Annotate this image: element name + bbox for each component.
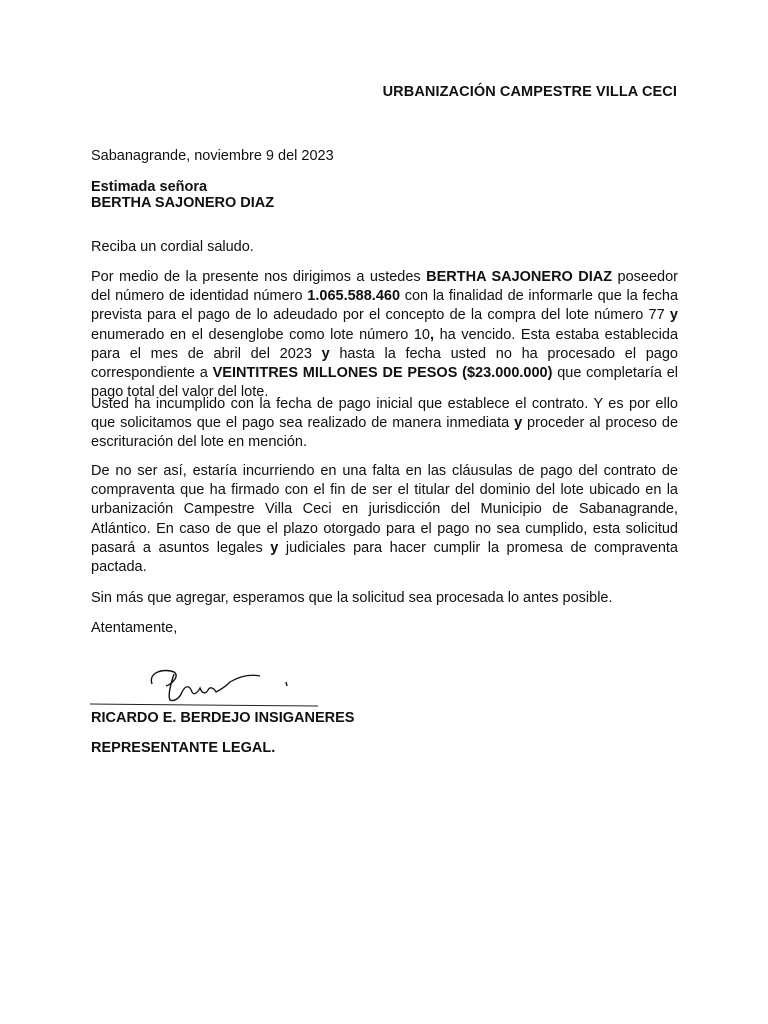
p1-text: Por medio de la presente nos dirigimos a ustedes	[91, 269, 427, 285]
p2-text: proceder al proceso de escrituración del lote en mención.	[91, 415, 679, 451]
recipient-name: BERTHA SAJONERO DIAZ	[91, 195, 275, 211]
greeting: Reciba un cordial saludo.	[91, 239, 254, 255]
salutation: Estimada señora	[91, 179, 208, 195]
p1-bold-y: y	[669, 307, 678, 324]
signer-name: RICARDO E. BERDEJO INSIGANERES	[91, 710, 355, 726]
p1-text: enumerado en el desenglobe como lote número 10	[91, 326, 430, 343]
p1-text: hasta la fecha usted no ha procesado el pago correspondiente a	[91, 345, 678, 382]
paragraph-2	[91, 395, 678, 453]
p1-amount: VEINTITRES MILLONES DE PESOS ($23.000.000)	[212, 365, 553, 382]
paragraph-1	[91, 268, 678, 402]
p1-text: ha vencido. Esta estaba establecida para el mes de abril del 2023	[91, 326, 679, 362]
handwritten-signature	[90, 662, 330, 714]
p2-text: Usted ha incumplido con la fecha de pago inicial que establece el contrato. Y es por ello que solicitamos que el pago sea realizado de manera inmediata	[91, 396, 678, 432]
p2-bold-y: y	[514, 415, 523, 432]
signer-title: REPRESENTANTE LEGAL.	[91, 740, 276, 756]
p1-bold-y: y	[321, 345, 330, 362]
p3-bold-y: y	[270, 539, 279, 556]
p1-text: que completaría el pago total del valor del lote.	[91, 365, 679, 401]
p3-text: De no ser así, estaría incurriendo en una falta en las cláusulas de pago del contrato de compraventa que ha firmado con el fin de ser el titular del dominio del lote ubicado en la urbanización Campestre Villa Ceci en jurisdicción del Municipio de Sabanagrande, Atlántico. En caso de que el plazo otorgado para el pago no sea cumplido, esta solicitud pasará a asuntos legales	[91, 463, 678, 556]
place-date: Sabanagrande, noviembre 9 del 2023	[91, 148, 334, 164]
letter-heading: URBANIZACIÓN CAMPESTRE VILLA CECI	[382, 84, 677, 100]
p1-bold-comma: ,	[430, 326, 435, 343]
paragraph-4: Sin más que agregar, esperamos que la solicitud sea procesada lo antes posible.	[91, 590, 613, 606]
p1-recipient-name: BERTHA SAJONERO DIAZ	[426, 269, 613, 285]
paragraph-3	[91, 462, 678, 577]
p3-text: judiciales para hacer cumplir la promesa de compraventa pactada.	[91, 539, 678, 576]
p1-id-number: 1.065.588.460	[307, 288, 401, 305]
p1-text: poseedor del número de identidad número	[91, 269, 678, 305]
p1-text: con la finalidad de informarle que la fecha prevista para el pago de lo adeudado por el concepto de la compra del lote número 77	[91, 288, 679, 324]
closing: Atentamente,	[91, 620, 178, 636]
